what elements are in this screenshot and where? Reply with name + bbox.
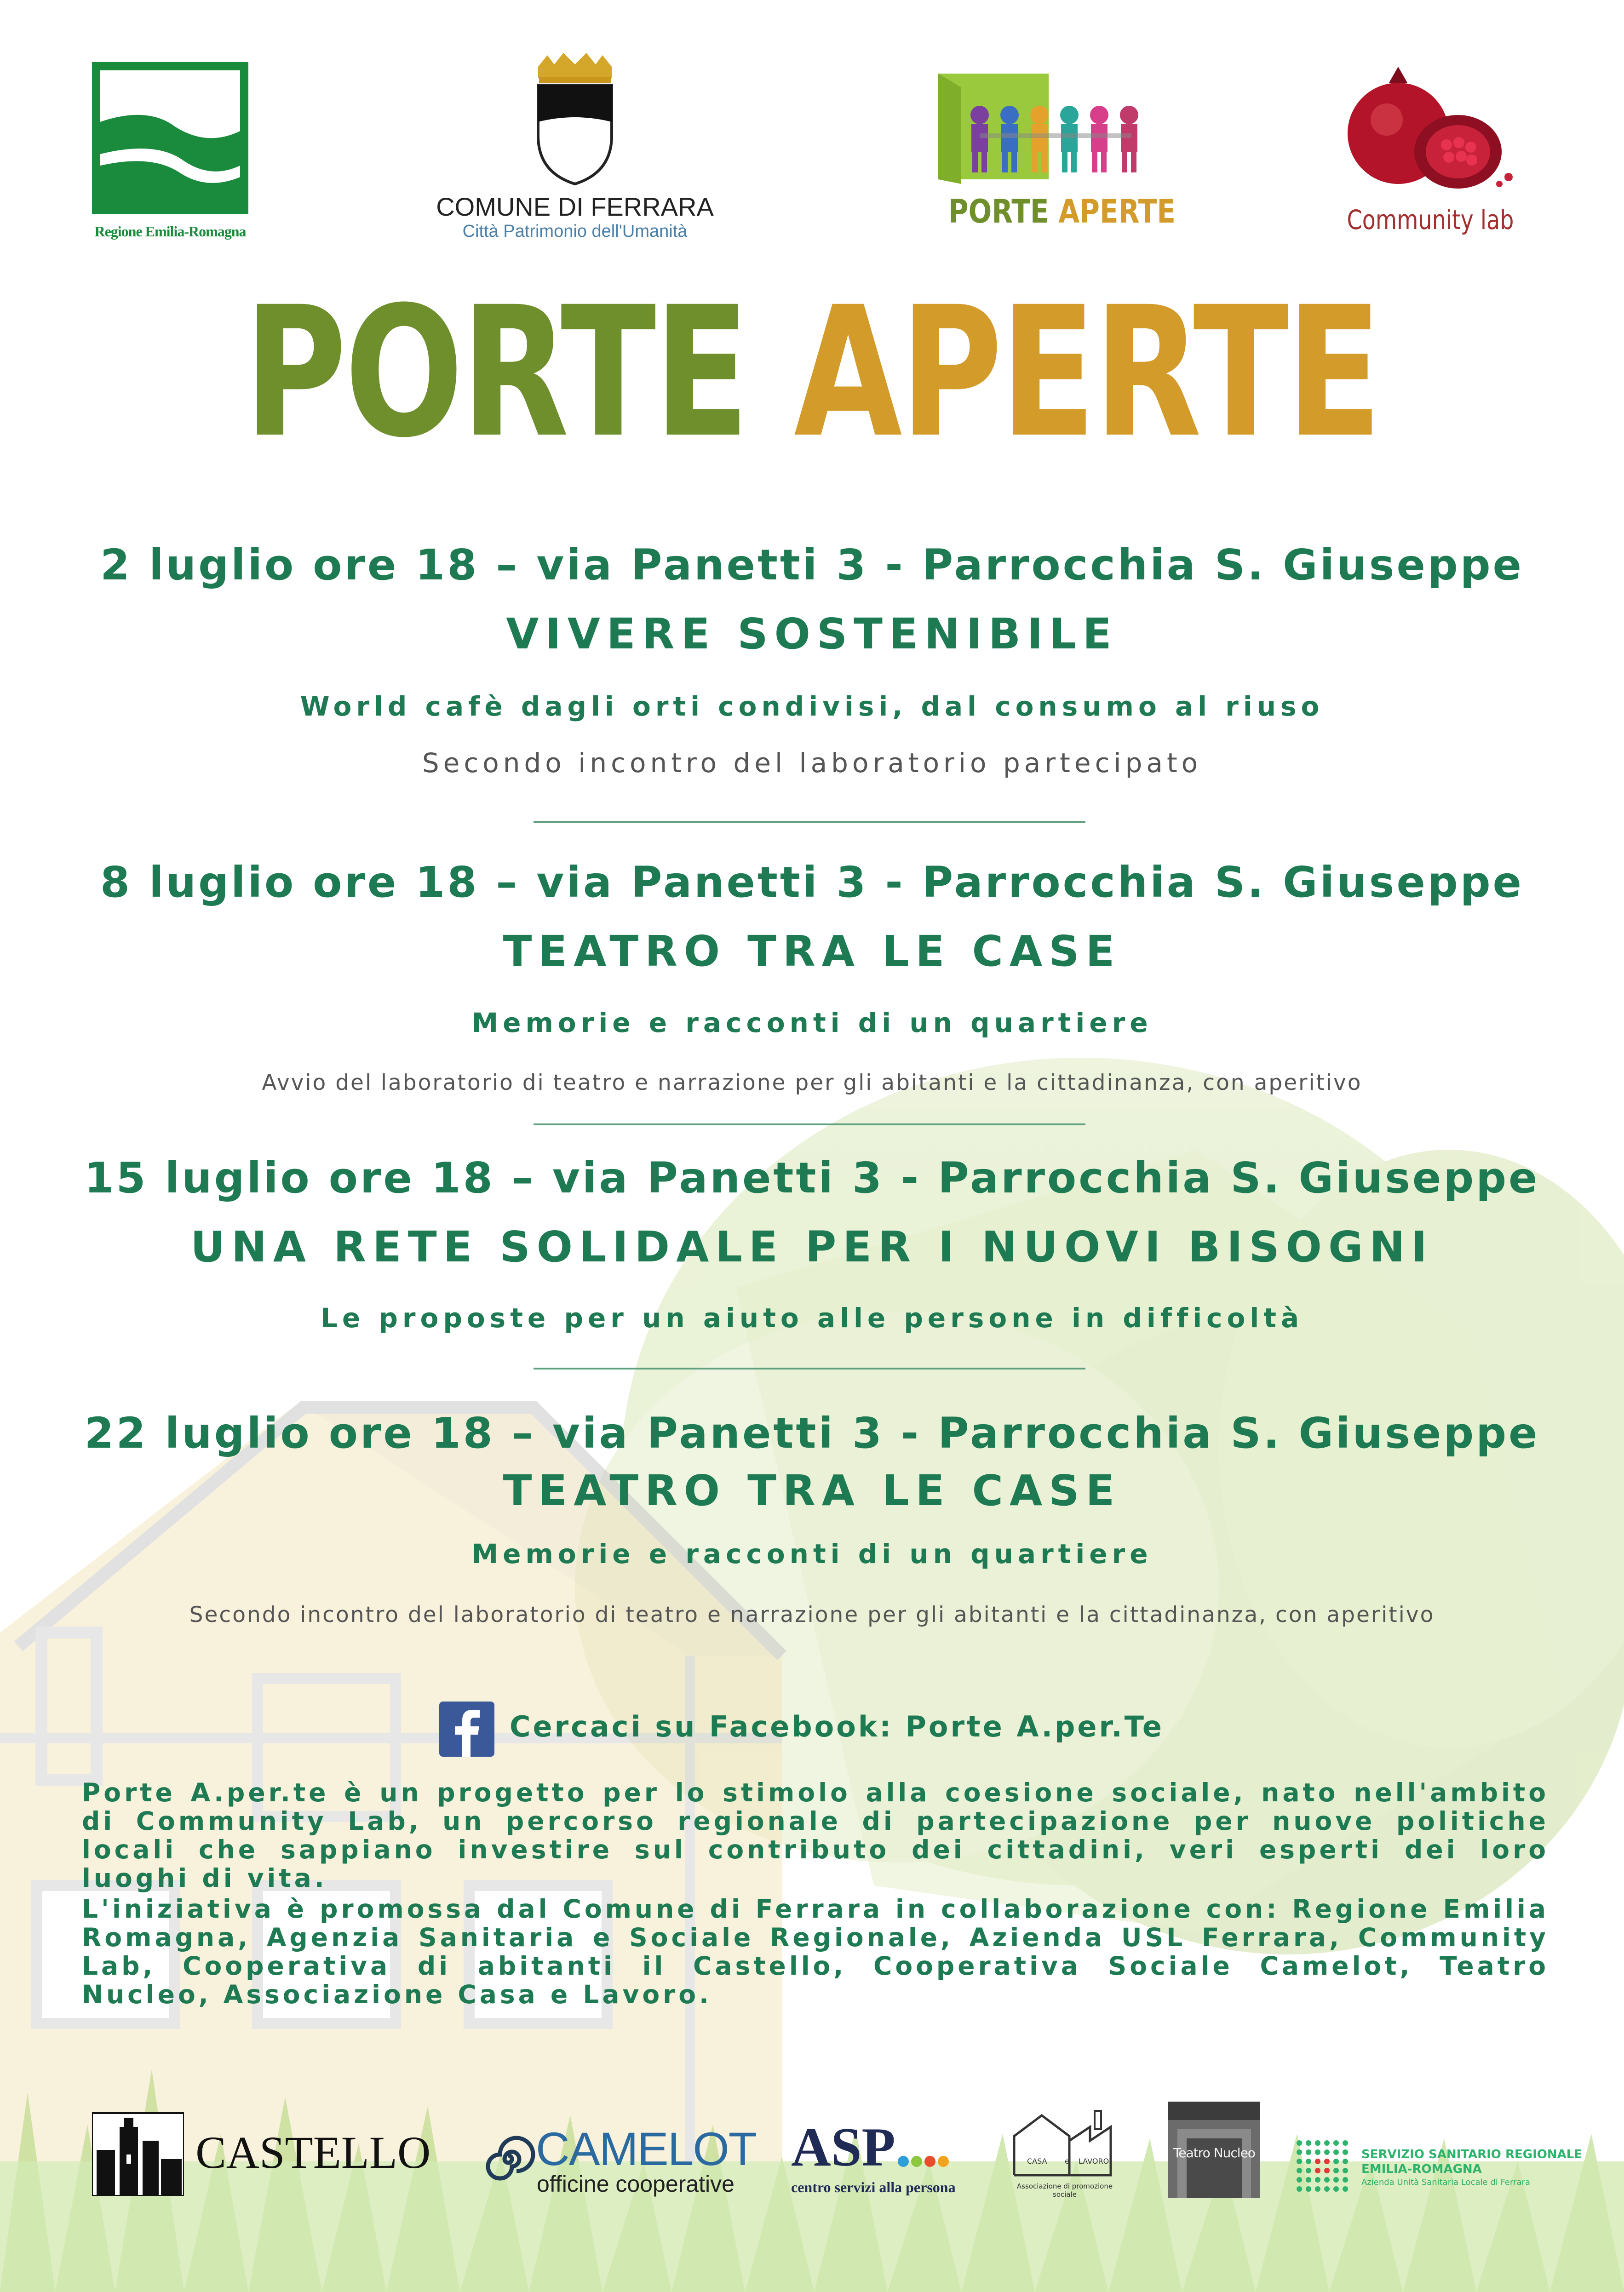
camelot-logo	[481, 2122, 766, 2200]
ssr-line-3: Azienda Unità Sanitaria Locale di Ferrara	[1361, 2177, 1530, 2187]
title-te: TE	[1193, 268, 1380, 477]
community-lab-logo	[1325, 60, 1536, 244]
title-aper: APER	[794, 268, 1194, 477]
comune-name: COMUNE DI FERRARA	[436, 192, 714, 221]
pomegranate-icon	[1325, 60, 1536, 198]
porte-aperte-logo-text	[948, 193, 1176, 230]
asp-label: ASP	[791, 2116, 895, 2177]
event-2-subtitle: Memorie e racconti di un quartiere	[471, 1007, 1153, 1038]
divider-2	[534, 1123, 1085, 1125]
divider-1	[534, 821, 1085, 823]
event-1-name: VIVERE SOSTENIBILE	[506, 609, 1118, 659]
asp-dots-icon	[898, 2156, 949, 2169]
porte-aperte-logo	[929, 64, 1187, 248]
asp-subtitle: centro servizi alla persona	[791, 2179, 956, 2195]
regione-emilia-romagna-logo	[92, 62, 248, 246]
event-3-subtitle: Le proposte per un aiuto alle persone in difficoltà	[320, 1302, 1304, 1334]
divider-3	[534, 1368, 1085, 1369]
casa-lavoro-subtitle: Associazione di promozione sociale	[1016, 2182, 1113, 2199]
promoters-description: L'iniziativa è promossa dal Comune di Ferrara in collaborazione con: Regione Emilia Romagna, Agenzia Sanitaria e Sociale Regionale, Azienda USL Ferrara, Community Lab, Cooperativa di abitanti il Castello, Cooperativa Sociale Camelot, Teatro Nucleo, Associazione Casa e Lavoro.	[82, 1894, 1549, 2009]
community-lab-label: Community lab	[1347, 204, 1514, 235]
teatro-nucleo-label: Teatro Nucleo	[1173, 2145, 1255, 2160]
servizio-sanitario-logo	[1295, 2138, 1583, 2203]
regione-label: Regione Emilia-Romagna	[94, 223, 246, 240]
children-door-icon	[929, 64, 1187, 189]
event-4-name: TEATRO TRA LE CASE	[503, 1466, 1121, 1515]
casa-lavoro-house-icon	[1010, 2109, 1120, 2177]
porte-label: PORTE	[948, 193, 1049, 230]
casa-label: CASA	[1027, 2157, 1047, 2166]
ferrara-shield-icon	[414, 53, 736, 186]
regione-emblem-icon	[92, 62, 248, 214]
casa-e-lavoro-logo	[1010, 2109, 1120, 2205]
title-porte: PORTE	[244, 268, 794, 477]
event-1-subtitle: World cafè dagli orti condivisi, dal consumo al riuso	[300, 691, 1324, 722]
ssr-line-1: SERVIZIO SANITARIO REGIONALE	[1361, 2148, 1583, 2161]
e-label: e	[1065, 2157, 1069, 2166]
event-4-date: 22 luglio ore 18 – via Panetti 3 - Parrocchia S. Giuseppe	[84, 1409, 1540, 1458]
event-4-note: Secondo incontro del laboratorio di teatro e narrazione per gli abitanti e la cittadinanza, con aperitivo	[189, 1602, 1435, 1627]
ssr-dots-icon	[1295, 2138, 1354, 2198]
aperte-label: APERTE	[1058, 193, 1176, 230]
facebook-icon[interactable]	[439, 1702, 494, 1757]
event-1-note: Secondo incontro del laboratorio partecipato	[422, 747, 1202, 779]
facebook-link[interactable]: Cercaci su Facebook: Porte A.per.Te	[510, 1710, 1164, 1743]
camelot-spiral-icon	[481, 2132, 536, 2187]
castello-label: CASTELLO	[195, 2126, 431, 2178]
page-title	[178, 268, 1445, 477]
lavoro-label: LAVORO	[1079, 2157, 1109, 2166]
camelot-label: CAMELOT	[536, 2123, 757, 2175]
facebook-f-glyph	[439, 1702, 494, 1757]
ssr-line-2: EMILIA-ROMAGNA	[1361, 2162, 1482, 2176]
asp-logo	[791, 2115, 984, 2198]
event-3-date: 15 luglio ore 18 – via Panetti 3 - Parrocchia S. Giuseppe	[84, 1153, 1540, 1203]
event-2-note: Avvio del laboratorio di teatro e narrazione per gli abitanti e la cittadinanza, con aperitivo	[262, 1070, 1362, 1095]
camelot-subtitle: officine cooperative	[537, 2171, 735, 2197]
comune-di-ferrara-logo	[414, 53, 736, 246]
event-4-subtitle: Memorie e racconti di un quartiere	[471, 1538, 1153, 1570]
event-2-date: 8 luglio ore 18 – via Panetti 3 - Parrocchia S. Giuseppe	[100, 858, 1524, 907]
project-description: Porte A.per.te è un progetto per lo stimolo alla coesione sociale, nato nell'ambito di Community Lab, un percorso regionale di partecipazione per nuove politiche locali che sappiano investire sul contributo dei cittadini, veri esperti dei loro luoghi di vita.	[82, 1778, 1549, 1893]
castello-logo	[92, 2109, 451, 2200]
event-1-date: 2 luglio ore 18 – via Panetti 3 - Parrocchia S. Giuseppe	[100, 540, 1524, 590]
event-3-name: UNA RETE SOLIDALE PER I NUOVI BISOGNI	[190, 1222, 1434, 1272]
teatro-nucleo-logo	[1168, 2102, 1260, 2198]
event-2-name: TEATRO TRA LE CASE	[503, 927, 1121, 976]
castello-tower-icon	[92, 2109, 184, 2196]
comune-subtitle: Città Patrimonio dell'Umanità	[462, 222, 688, 241]
